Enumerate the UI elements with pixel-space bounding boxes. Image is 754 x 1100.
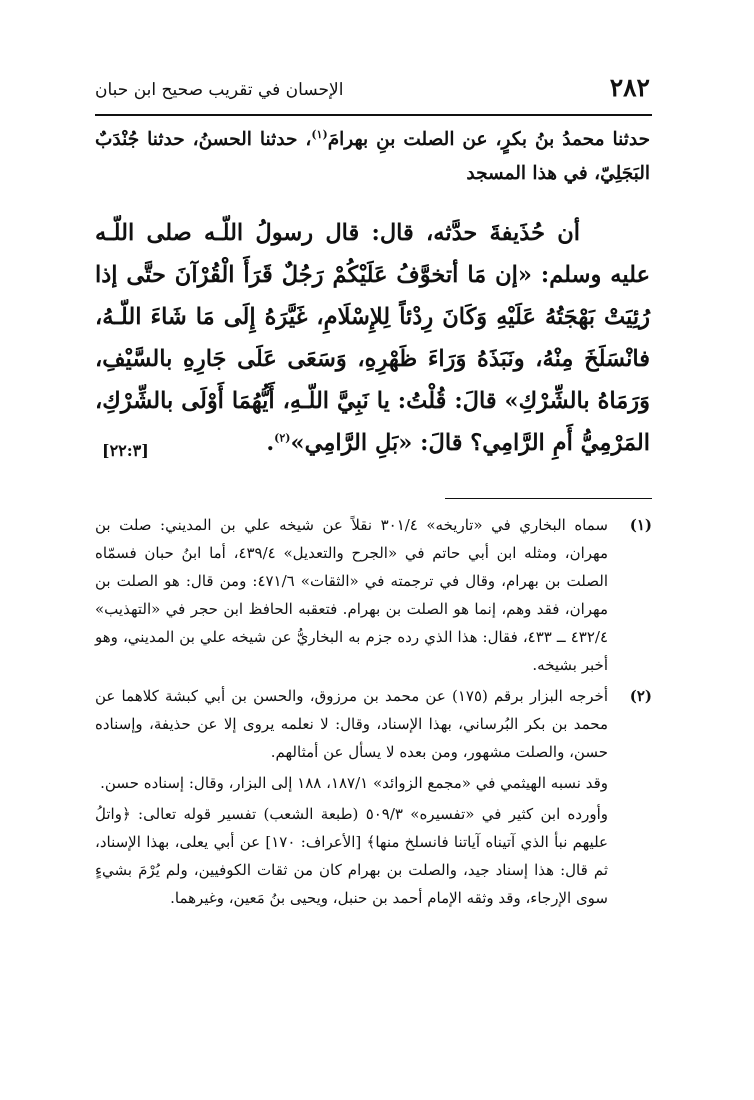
running-title: الإحسان في تقريب صحيح ابن حبان [95, 80, 344, 100]
footnote-2 [95, 682, 652, 766]
header-rule [95, 114, 652, 116]
page-header [95, 74, 650, 106]
hadith-body: «إن مَا أتخوَّفُ عَلَيْكُمْ رَجُلٌ قَرَأَ الْقُرْآنَ حتَّى إذا رُئِيَتْ بَهْجَتُهُ عَلَيْهِ وَكَانَ رِدْئاً لِلإِسْلَامِ، غَيَّرَهُ إِلَى مَا شَاءَ اللّـهُ، فانْسَلَخَ مِنْهُ، ونَبَذَهُ وَرَاءَ ظَهْرِهِ، وَسَعَى عَلَى جَارِهِ بالسَّيْفِ، وَرَمَاهُ بالشِّرْكِ» قالَ: قُلْتُ: يا نَبِيَّ اللّـهِ، أَيُّهُمَا أَوْلَى بالشِّرْكِ، المَرْمِيُّ أَمِ الرَّامِي؟ قالَ: «بَلِ الرَّامِي» [95, 262, 650, 456]
footnote-number: (٢) [629, 687, 652, 705]
footnote-number: (١) [629, 516, 652, 534]
footnote-1 [95, 511, 652, 679]
footnote-2-paragraph: وقد نسبه الهيثمي في «مجمع الزوائد» ١٨٧/١، ١٨٨ إلى البزار، وقال: إسناده حسن. [100, 774, 608, 792]
footnote-ref-2[interactable]: (٢) [274, 431, 291, 445]
page-number: ٢٨٢ [609, 73, 650, 102]
hadith-lead: أن حُذَيفةَ حدَّثه، قال: قال رسولُ اللّـه صلى اللّـه عليه وسلم: [95, 220, 650, 288]
hadith-reference: [٢٢:٣] [102, 441, 149, 460]
hadith-end: . [266, 430, 275, 456]
footnote-rule [445, 498, 652, 499]
footnote-2-paragraph: وأورده ابن كثير في «تفسيره» ٥٠٩/٣ (طبعة الشعب) تفسير قوله تعالى: ﴿واتلُ عليهم نبأ الذي آتيناه آياتنا فانسلخ منها﴾ [الأعراف: ١٧٠] عن أبي يعلى، بهذا الإسناد، ثم قال: هذا إسناد جيد، والصلت بن بهرام كان من ثقات الكوفيين، ولم يُرْمَ بشيءٍ سوى الإرجاء، وقد وثقه الإمام أحمد بن حنبل، ويحيى بنُ مَعين، وغيرهما. [95, 805, 609, 907]
isnad-part-2: ، حدثنا الحسنُ، حدثنا جُنْدَبٌ البَجَلِيّ، في هذا المسجد [95, 129, 650, 184]
footnote-text: سماه البخاري في «تاريخه» ٣٠١/٤ نقلاً عن شيخه علي بن المديني: صلت بن مهران، ومثله ابن أبي حاتم في «الجرح والتعديل» ٤٣٩/٤، أما ابنُ حبان فسمّاه الصلت بن بهرام، وقال في ترجمته في «الثقات» ٤٧١/٦: ومن قال: هو الصلت بن مهران، فقد وهم، إنما هو الصلت بن بهرام. فتعقبه الحافظ ابن حجر في «التهذيب» ٤٣٢/٤ ــ ٤٣٣، فقال: هذا الذي رده جزم به البخاريُّ عن شيخه علي بن المديني، وهو أخبر بشيخه. [95, 516, 608, 674]
footnote-ref-1[interactable]: (١) [311, 127, 328, 141]
footnote-text: أخرجه البزار برقم (١٧٥) عن محمد بن مرزوق، والحسن بن أبي كبشة كلاهما عن محمد بن بكر البُرساني، بهذا الإسناد، وقال: لا نعلمه يروى إلا عن حذيفة، وإسناده حسن، والصلت مشهور، ومن بعده لا يسأل عن أمثالهم. [95, 687, 608, 761]
isnad-chain [95, 123, 650, 191]
hadith-text [95, 212, 650, 464]
isnad-part-1: حدثنا محمدُ بنُ بكرٍ، عن الصلت بنِ بهرامَ [327, 129, 650, 150]
footnotes [95, 511, 652, 912]
